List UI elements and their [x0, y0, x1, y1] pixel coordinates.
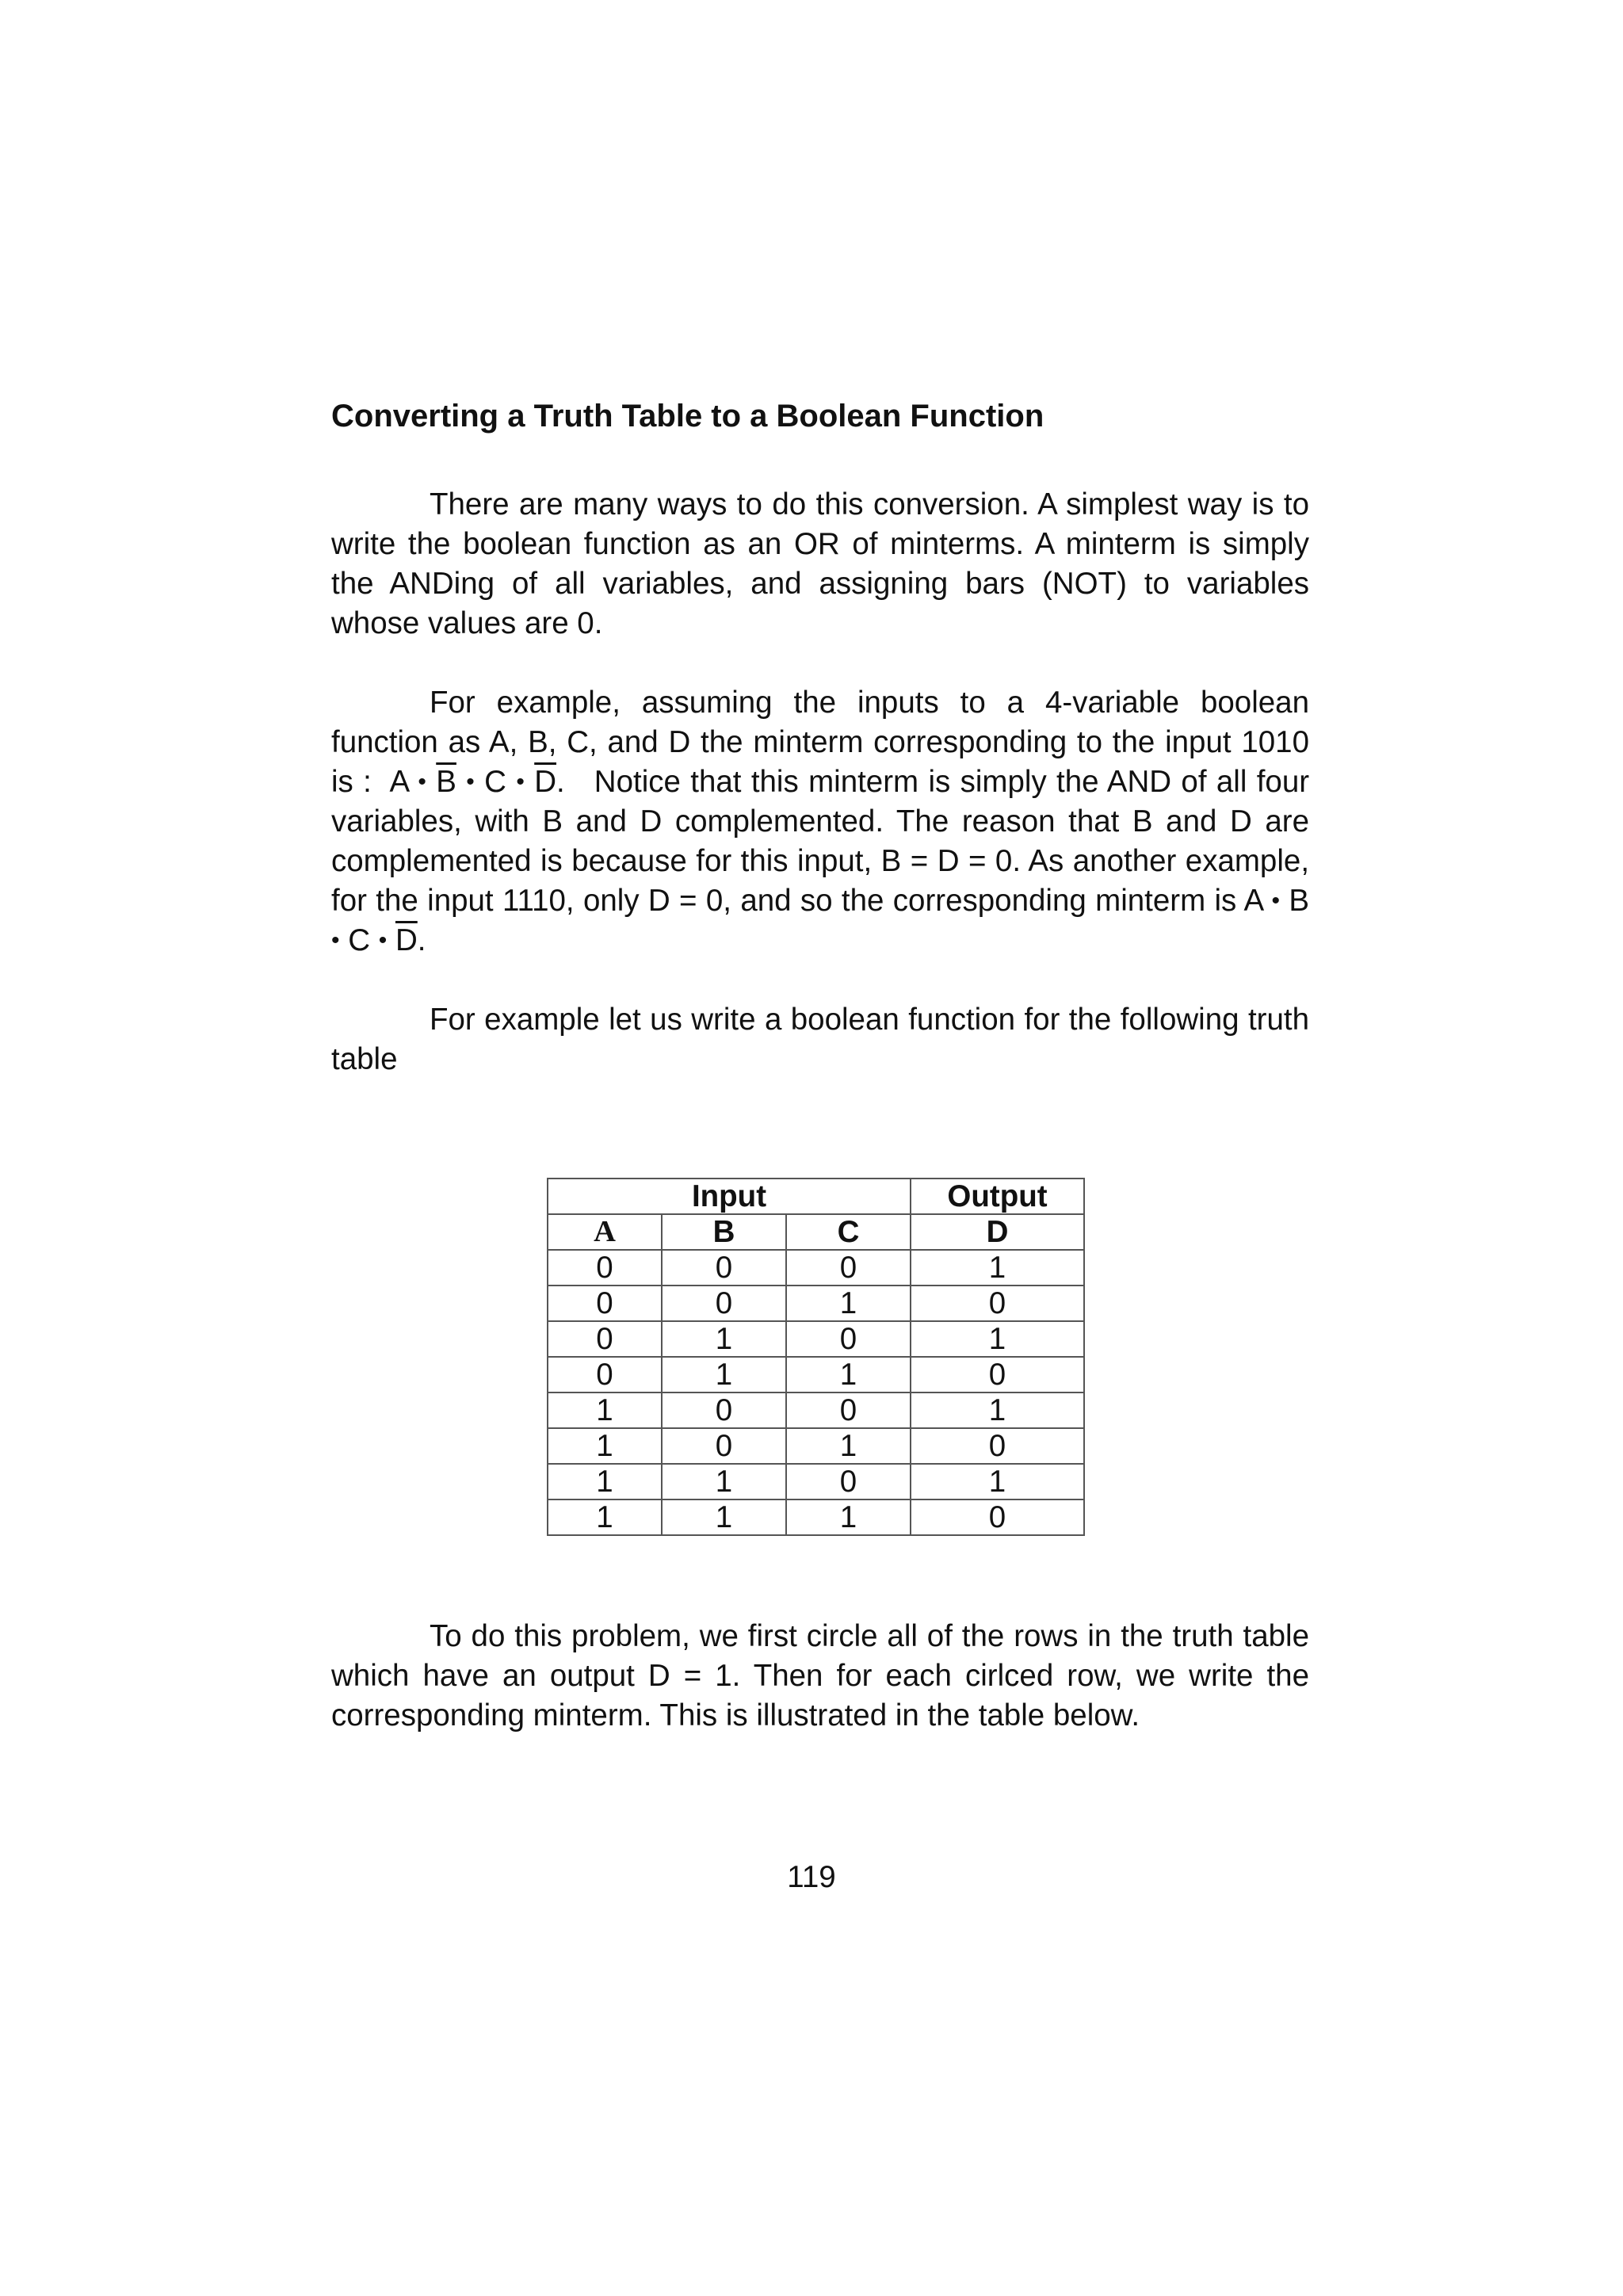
and-dot: •: [466, 769, 475, 795]
table-cell: 1: [786, 1357, 911, 1392]
paragraph-table-intro: For example let us write a boolean function for the following truth table: [331, 1003, 1309, 1076]
table-cell: 1: [662, 1464, 786, 1499]
table-cell: 1: [786, 1428, 911, 1464]
column-header-d: D: [911, 1214, 1084, 1250]
table-cell: 0: [786, 1321, 911, 1357]
table-cell: 0: [786, 1392, 911, 1428]
column-header-b: B: [662, 1214, 786, 1250]
table-cell: 1: [548, 1464, 662, 1499]
minterm1-c: C: [484, 765, 506, 799]
after-table-content: [331, 1617, 1309, 1775]
table-cell: 1: [786, 1286, 911, 1321]
input-group-header: Input: [548, 1179, 911, 1214]
table-cell: 1: [548, 1392, 662, 1428]
and-dot: •: [1271, 888, 1280, 914]
table-cell: 0: [786, 1464, 911, 1499]
table-cell: 1: [911, 1392, 1084, 1428]
minterm2-d-bar: $\overline{D}$: [395, 923, 418, 957]
minterm2-end: .: [417, 923, 426, 957]
table-cell: 0: [662, 1392, 786, 1428]
truth-table: [547, 1178, 1085, 1536]
and-dot: •: [418, 769, 426, 795]
table-cell: 0: [911, 1499, 1084, 1535]
page-content: [331, 396, 1309, 1119]
table-row: [548, 1321, 1084, 1357]
paragraph-minterm-example: [331, 683, 1309, 961]
table-cell: 1: [911, 1250, 1084, 1286]
page-number: 119: [787, 1860, 836, 1894]
example2-text: As another example, for the input 1110, only D = 0, and so the corresponding minterm is: [331, 844, 1310, 918]
paragraph-minterm-definition: There are many ways to do this conversion. A simplest way is to write the boolean function as an OR of minterms. A minterm is simply the ANDing of all variables, and assigning bars (NOT) to variables whose values are 0.: [331, 487, 1309, 640]
table-cell: 0: [548, 1321, 662, 1357]
table-row: [548, 1499, 1084, 1535]
table-cell: 1: [911, 1321, 1084, 1357]
table-cell: 1: [786, 1499, 911, 1535]
table-cell: 0: [911, 1357, 1084, 1392]
table-cell: 0: [548, 1357, 662, 1392]
minterm2-a: A: [1243, 884, 1263, 918]
example-intro-text: For example, assuming the inputs to a 4-variable boolean function as A, B, C, and D the minterm corresponding to the input 1010 is :: [331, 686, 1309, 799]
paragraph-circle-rows: To do this problem, we first circle all of the rows in the truth table which have an output D = 1. Then for each cirlced row, we write the corresponding minterm. This is illustrated in the table below.: [331, 1619, 1309, 1733]
minterm1-b-bar: $\overline{B}$: [436, 765, 456, 799]
table-cell: 1: [548, 1428, 662, 1464]
table-column-header-row: [548, 1214, 1084, 1250]
table-group-header-row: [548, 1179, 1084, 1214]
and-dot: •: [331, 927, 340, 953]
truth-table-container: [547, 1178, 1085, 1536]
table-cell: 1: [662, 1499, 786, 1535]
table-cell: 1: [911, 1464, 1084, 1499]
and-dot: •: [516, 769, 525, 795]
table-cell: 0: [662, 1250, 786, 1286]
table-cell: 0: [548, 1250, 662, 1286]
minterm2-b: B: [1289, 884, 1310, 918]
and-dot: •: [378, 927, 388, 953]
table-cell: 1: [662, 1321, 786, 1357]
table-row: [548, 1428, 1084, 1464]
minterm1-d-bar: $\overline{D}$: [534, 765, 557, 799]
table-cell: 0: [662, 1428, 786, 1464]
minterm1-a: A: [389, 765, 408, 799]
table-row: [548, 1250, 1084, 1286]
example-explanation-text: Notice that this minterm is simply the AND of all four variables, with B and D complemented. The reason that B and D are complemented is because for this input, B = D = 0.: [331, 765, 1310, 878]
column-header-c: C: [786, 1214, 911, 1250]
table-row: [548, 1392, 1084, 1428]
table-cell: 0: [911, 1428, 1084, 1464]
table-cell: 1: [548, 1499, 662, 1535]
table-cell: 0: [911, 1286, 1084, 1321]
minterm2-c: C: [348, 923, 371, 957]
table-cell: 0: [548, 1286, 662, 1321]
minterm-expression-1: A • $\overline{B}$ • C • $\overline{D}$.: [389, 765, 565, 799]
table-row: [548, 1357, 1084, 1392]
table-cell: 0: [786, 1250, 911, 1286]
output-group-header: Output: [911, 1179, 1084, 1214]
table-row: [548, 1464, 1084, 1499]
section-heading: Converting a Truth Table to a Boolean Function: [331, 399, 1044, 434]
column-header-a: A: [548, 1214, 662, 1250]
table-row: [548, 1286, 1084, 1321]
table-cell: 0: [662, 1286, 786, 1321]
table-cell: 1: [662, 1357, 786, 1392]
